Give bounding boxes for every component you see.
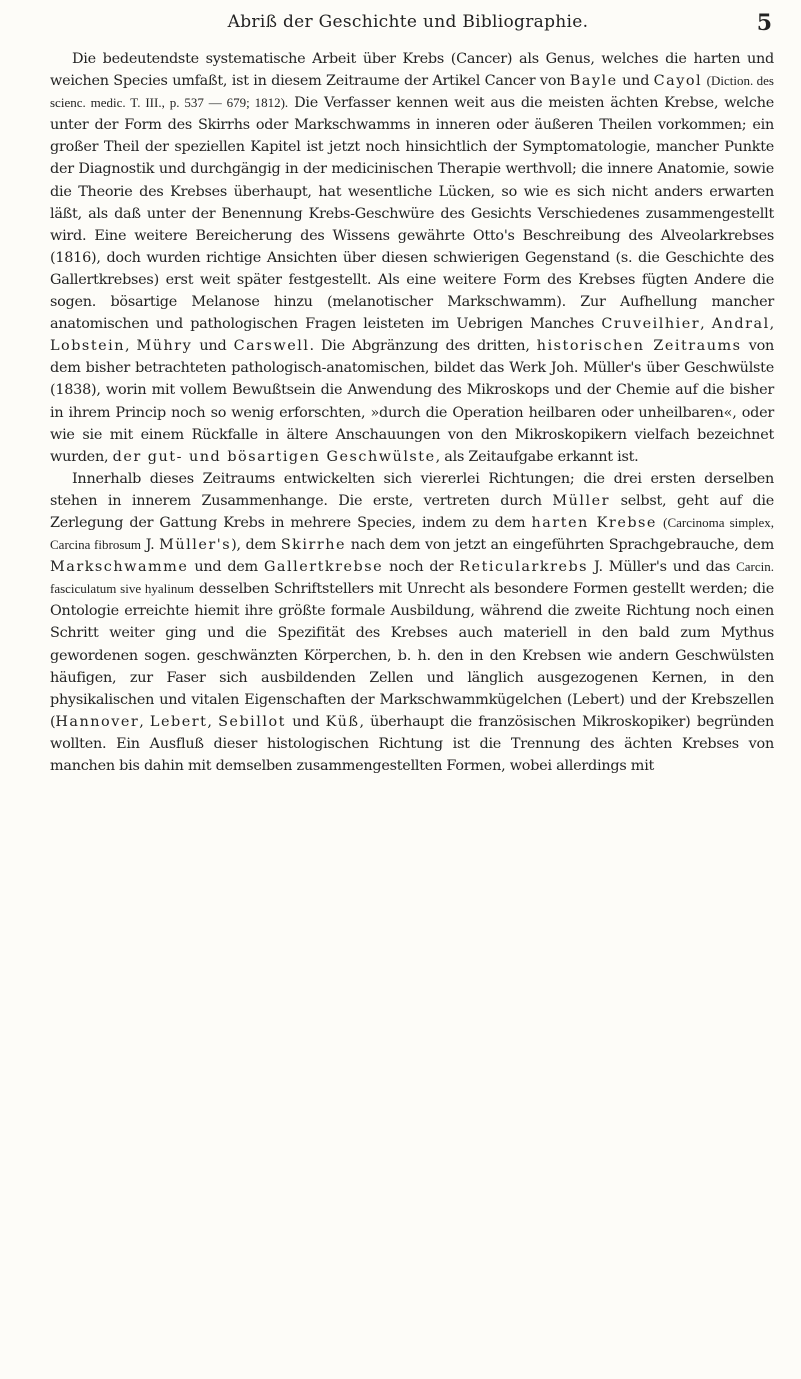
text-run: , als Zeitaufgabe erkannt ist.	[435, 448, 639, 465]
emphasized-name: Hannover	[55, 713, 140, 730]
emphasized-name: Lobstein	[50, 338, 125, 355]
text-run: . Die Abgränzung des dritten,	[309, 338, 537, 355]
citation-text: Carcin. fasciculatum sive hyalinum	[50, 559, 775, 597]
text-run: ,	[139, 713, 150, 730]
text-run: ,	[769, 316, 774, 333]
emphasized-name: Müller's	[159, 537, 232, 554]
text-run: J.	[141, 537, 160, 554]
emphasized-name: Carswell	[233, 338, 310, 355]
text-run: selbst, geht auf die Zerlegung der Gattung Krebs in mehrere Species, indem zu dem	[50, 492, 774, 531]
emphasized-name: Bayle	[569, 73, 618, 90]
text-run: ,	[700, 316, 712, 333]
text-run: und	[617, 73, 654, 90]
emphasized-name: Lebert	[149, 713, 208, 730]
emphasized-name: historischen Zeitraums	[536, 338, 742, 355]
running-title: Abriß der Geschichte und Bibliographie.	[227, 12, 589, 32]
text-run: und dem	[188, 559, 264, 576]
text-run: noch der	[383, 559, 460, 576]
emphasized-name: Mühry	[136, 338, 193, 355]
text-run: desselben Schriftstellers mit Unrecht als besondere Formen gestellt werden; die Ontologie erreichte hiemit ihre größte formale Ausbildung, während die zweite Richtung noch einen Schritt weiter ging und die Spezifität des Krebses auch materiell in den bald zum Mythus gewordenen sogen. geschwänzten Körperchen, b. h. den in den Krebsen wie andern Geschwülsten häufigen, zur Faser sich ausbildenden Zellen und länglich ausgezogenen Kernen, in den physikalischen und vitalen Eigenschaften der Markschwammkügelchen (Lebert) und der Krebszellen (	[50, 581, 774, 730]
body-text	[50, 48, 774, 777]
text-run: nach dem von jetzt an eingeführten Sprachgebrauche, dem	[346, 537, 774, 554]
emphasized-name: Cayol	[653, 73, 703, 90]
text-run: , überhaupt die französischen Mikroskopiker) begründen wollten. Ein Ausfluß dieser histologischen Richtung ist die Trennung des ächten Krebses von manchen bis dahin mit demselben zusammengestellten Formen, wobei allerdings mit	[50, 713, 774, 774]
text-run: Die bedeutendste systematische Arbeit über Krebs (Cancer) als Genus, welches die harten und weichen Species umfaßt, ist in diesem Zeitraume der Artikel Cancer von	[50, 51, 774, 90]
emphasized-name: Skirrhe	[280, 537, 347, 554]
page-number: 5	[756, 10, 772, 36]
text-run: Innerhalb dieses Zeitraums entwickelten sich viererlei Richtungen; die drei ersten derselben stehen in innerem Zusammenhange. Die erste, vertreten durch	[50, 470, 774, 509]
text-run: ,	[207, 713, 219, 730]
text-run: von dem bisher betrachteten pathologisch-anatomischen, bildet das Werk Joh. Müller's über Geschwülste (1838), worin mit vollem Bewußtsein die Anwendung des Mikroskops und der Chemie auf die bisher in ihrem Princip noch so wenig erforschten, »durch die Operation heilbaren oder unheilbaren«, oder wie sie mit einem Rückfalle in ältere Anschauungen von den Mikroskopikern vielfach bezeichnet wurden,	[50, 338, 775, 465]
text-run: und	[285, 713, 326, 730]
emphasized-name: Markschwamme	[50, 559, 189, 576]
paragraph	[50, 48, 774, 468]
emphasized-name: der gut- und bösartigen Geschwülste	[112, 448, 436, 465]
emphasized-name: Andral	[711, 316, 770, 333]
running-head	[48, 10, 772, 36]
emphasized-name: Sebillot	[218, 713, 286, 730]
text-run: Die Verfasser kennen weit aus die meisten ächten Krebse, welche unter der Form des Skirrhs oder Markschwamms in inneren oder äußeren Theilen vorkommen; ein großer Theil der speziellen Kapitel ist jetzt noch hinsichtlich der Symptomatologie, mancher Punkte der Diagnostik und durchgängig in der medicinischen Therapie werthvoll; die innere Anatomie, sowie die Theorie des Krebses überhaupt, hat wesentliche Lücken, so wie es sich nicht anders erwarten läßt, als daß unter der Benennung Krebs-Geschwüre des Gesichts Verschiedenes zusammengestellt wird. Eine weitere Bereicherung des Wissens gewährte Otto's Beschreibung des Alveolarkrebses (1816), doch wurden richtige Ansichten über diesen schwierigen Gegenstand (s. die Geschichte des Gallertkrebses) erst weit später festgestellt. Als eine weitere Form des Krebses fügten Andere die sogen. bösartige Melanose hinzu (melanotischer Markschwamm). Zur Aufhellung mancher anatomischen und pathologischen Fragen leisteten im Uebrigen Manches	[50, 95, 774, 333]
emphasized-name: Cruveilhier	[601, 316, 701, 333]
emphasized-name: Gallertkrebse	[263, 559, 384, 576]
text-run: ,	[125, 338, 137, 355]
text-run: und	[192, 338, 234, 355]
paragraph	[50, 468, 774, 777]
emphasized-name: Müller	[552, 492, 610, 509]
text-run: J. Müller's und das	[588, 559, 737, 576]
emphasized-name: harten Krebse	[531, 514, 657, 531]
citation-text: (Diction. des scienc. medic. T. III., p. 537 — 679; 1812).	[50, 73, 774, 111]
emphasized-name: Reticularkrebs	[459, 559, 589, 576]
emphasized-name: Küß	[325, 713, 360, 730]
citation-text: (Carcinoma simplex, Carcina fibrosum	[50, 514, 774, 553]
text-run: ), dem	[231, 537, 281, 554]
